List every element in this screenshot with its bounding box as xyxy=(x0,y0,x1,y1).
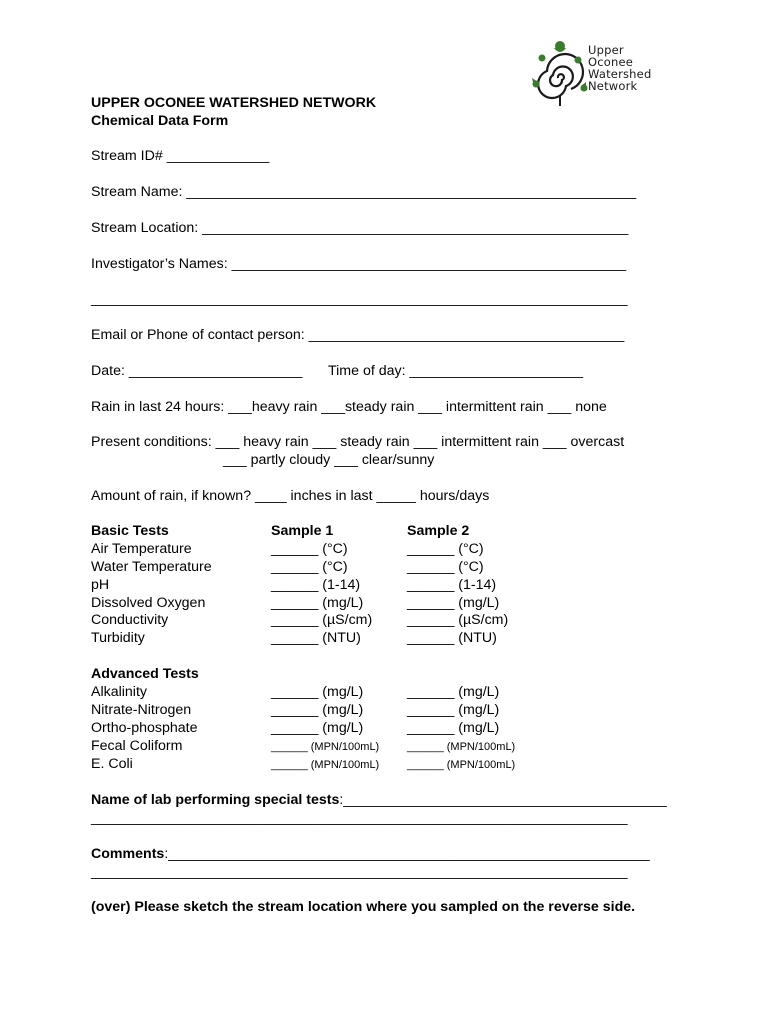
test-name: pH xyxy=(91,577,110,593)
test-name: Dissolved Oxygen xyxy=(91,595,206,611)
sample1-blank[interactable]: ______ (mg/L) xyxy=(271,595,364,611)
test-name: Water Temperature xyxy=(91,559,212,575)
sample1-blank[interactable]: ______ (°C) xyxy=(271,541,348,557)
sample1-blank[interactable]: ______ (MPN/100mL) xyxy=(271,741,380,753)
sample2-blank[interactable]: ______ (°C) xyxy=(407,559,484,575)
sample2-blank[interactable]: ______ (µS/cm) xyxy=(407,612,509,628)
sample1-heading: Sample 1 xyxy=(271,523,334,539)
test-name: Ortho-phosphate xyxy=(91,720,198,736)
lab-name-field[interactable] xyxy=(91,791,667,809)
test-name: Fecal Coliform xyxy=(91,738,183,754)
test-name: Nitrate-Nitrogen xyxy=(91,702,192,718)
stream-id-field[interactable]: Stream ID# _____________ xyxy=(91,148,270,164)
sample1-blank[interactable]: ______ (µS/cm) xyxy=(271,612,373,628)
test-name: E. Coli xyxy=(91,756,133,772)
rain-amount-field[interactable]: Amount of rain, if known? ____ inches in last _____ hours/days xyxy=(91,488,490,504)
lab-blank-continued[interactable]: ____________________________________________________________________ xyxy=(91,810,628,826)
sample1-blank[interactable]: ______ (°C) xyxy=(271,559,348,575)
investigators-field[interactable]: Investigator’s Names: __________________________________________________ xyxy=(91,256,627,272)
test-name: Alkalinity xyxy=(91,684,147,700)
test-name: Air Temperature xyxy=(91,541,192,557)
sample1-blank[interactable]: ______ (mg/L) xyxy=(271,684,364,700)
sample1-blank[interactable]: ______ (MPN/100mL) xyxy=(271,759,380,771)
sample1-blank[interactable]: ______ (mg/L) xyxy=(271,702,364,718)
sample2-heading: Sample 2 xyxy=(407,523,470,539)
lab-label: Name of lab performing special tests xyxy=(91,792,340,808)
sample1-blank[interactable]: ______ (NTU) xyxy=(271,630,361,646)
sample2-blank[interactable]: ______ (NTU) xyxy=(407,630,497,646)
test-name: Conductivity xyxy=(91,612,169,628)
comments-blank[interactable]: :_____________________________________________________________ xyxy=(164,846,650,862)
stream-location-field[interactable]: Stream Location: ______________________________________________________ xyxy=(91,220,629,236)
date-field[interactable]: Date: ______________________ xyxy=(91,363,303,379)
present-conditions-line1[interactable]: Present conditions: ___ heavy rain ___ steady rain ___ intermittent rain ___ overcast xyxy=(91,434,625,450)
form-title: Chemical Data Form xyxy=(91,113,229,129)
organization-name: UPPER OCONEE WATERSHED NETWORK xyxy=(91,95,377,111)
advanced-tests-heading: Advanced Tests xyxy=(91,666,199,682)
sample1-blank[interactable]: ______ (mg/L) xyxy=(271,720,364,736)
sample2-blank[interactable]: ______ (mg/L) xyxy=(407,702,500,718)
contact-field[interactable]: Email or Phone of contact person: ________________________________________ xyxy=(91,327,625,343)
logo-text-line: Network xyxy=(588,79,638,93)
sample2-blank[interactable]: ______ (MPN/100mL) xyxy=(407,741,516,753)
sample2-blank[interactable]: ______ (mg/L) xyxy=(407,684,500,700)
sample2-blank[interactable]: ______ (mg/L) xyxy=(407,595,500,611)
sample2-blank[interactable]: ______ (mg/L) xyxy=(407,720,500,736)
investigators-continued-field[interactable]: ____________________________________________________________________ xyxy=(91,291,628,307)
comments-label: Comments xyxy=(91,846,165,862)
time-of-day-field[interactable]: Time of day: ______________________ xyxy=(328,363,584,379)
stream-name-field[interactable]: Stream Name: _________________________________________________________ xyxy=(91,184,637,200)
sample2-blank[interactable]: ______ (MPN/100mL) xyxy=(407,759,516,771)
present-conditions-line2[interactable]: ___ partly cloudy ___ clear/sunny xyxy=(223,452,435,468)
basic-tests-heading: Basic Tests xyxy=(91,523,169,539)
sample2-blank[interactable]: ______ (°C) xyxy=(407,541,484,557)
logo-text-line: Oconee xyxy=(588,55,634,69)
logo-text-line: Watershed xyxy=(588,67,652,81)
logo-text-line: Upper xyxy=(588,43,624,57)
lab-blank[interactable]: :_________________________________________ xyxy=(339,792,667,808)
rain-24-hours-field[interactable]: Rain in last 24 hours: ___heavy rain ___steady rain ___ intermittent rain ___ none xyxy=(91,399,607,415)
test-name: Turbidity xyxy=(91,630,145,646)
footer-note: (over) Please sketch the stream location where you sampled on the reverse side. xyxy=(91,899,636,915)
comments-field[interactable] xyxy=(91,845,650,863)
comments-blank-continued[interactable]: ____________________________________________________________________ xyxy=(91,864,628,880)
sample1-blank[interactable]: ______ (1-14) xyxy=(271,577,361,593)
sample2-blank[interactable]: ______ (1-14) xyxy=(407,577,497,593)
